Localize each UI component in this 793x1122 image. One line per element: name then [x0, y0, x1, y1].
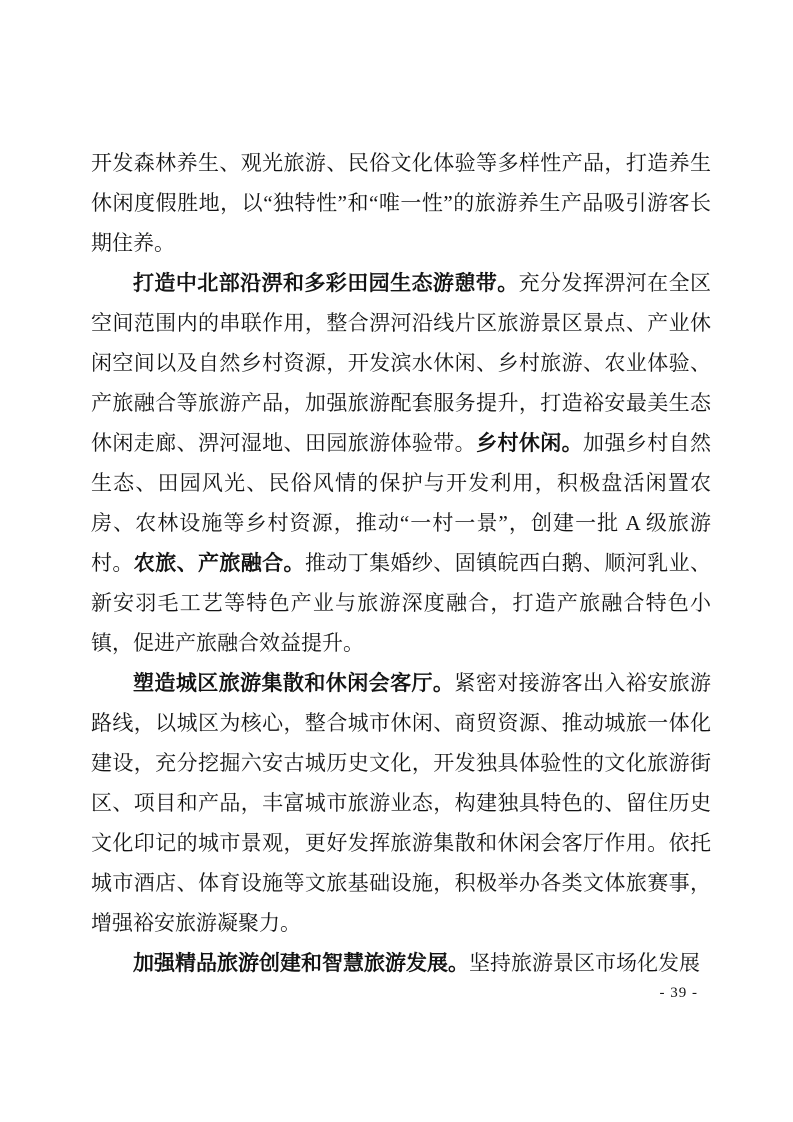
body-text-run: 加强乡村自然生态、田园风光、民俗风情的保护与开发利用，积极盘活闲置农房、农林设施等乡村资源，推动“一村一景”，创建一批 A 级旅游村。 [91, 431, 712, 575]
emphasis-text-run: 加强精品旅游创建和智慧旅游发展。 [133, 951, 469, 975]
emphasis-text-run: 打造中北部沿淠和多彩田园生态游憩带。 [133, 271, 519, 295]
paragraph-3 [91, 663, 711, 943]
body-text-run: 推动丁集婚纱、固镇皖西白鹅、顺河乳业、新安羽毛工艺等特色产业与旅游深度融合，打造产旅融合特色小镇，促进产旅融合效益提升。 [91, 551, 712, 655]
document-body [91, 143, 711, 983]
emphasis-text-run: 农旅、产旅融合。 [133, 551, 305, 575]
paragraph-2 [91, 263, 711, 663]
body-text-run: 开发森林养生、观光旅游、民俗文化体验等多样性产品，打造养生休闲度假胜地，以“独特性”和“唯一性”的旅游养生产品吸引游客长期住养。 [91, 151, 711, 255]
emphasis-text-run: 塑造城区旅游集散和休闲会客厅。 [133, 671, 455, 695]
page-number: - 39 - [659, 985, 698, 1001]
paragraph-1 [91, 143, 711, 263]
body-text-run: 充分发挥淠河在全区空间范围内的串联作用，整合淠河沿线片区旅游景区景点、产业休闲空间以及自然乡村资源，开发滨水休闲、乡村旅游、农业体验、产旅融合等旅游产品，加强旅游配套服务提升，打造裕安最美生态休闲走廊、淠河湿地、田园旅游体验带。 [91, 271, 712, 455]
body-text-run: 坚持旅游景区市场化发展 [469, 951, 700, 975]
body-text-run: 紧密对接游客出入裕安旅游路线，以城区为核心，整合城市休闲、商贸资源、推动城旅一体化建设，充分挖掘六安古城历史文化，开发独具体验性的文化旅游街区、项目和产品，丰富城市旅游业态，构建独具特色的、留住历史文化印记的城市景观，更好发挥旅游集散和休闲会客厅作用。依托城市酒店、体育设施等文旅基础设施，积极举办各类文体旅赛事，增强裕安旅游凝聚力。 [91, 671, 712, 935]
paragraph-4 [91, 943, 711, 983]
emphasis-text-run: 乡村休闲。 [476, 431, 584, 455]
